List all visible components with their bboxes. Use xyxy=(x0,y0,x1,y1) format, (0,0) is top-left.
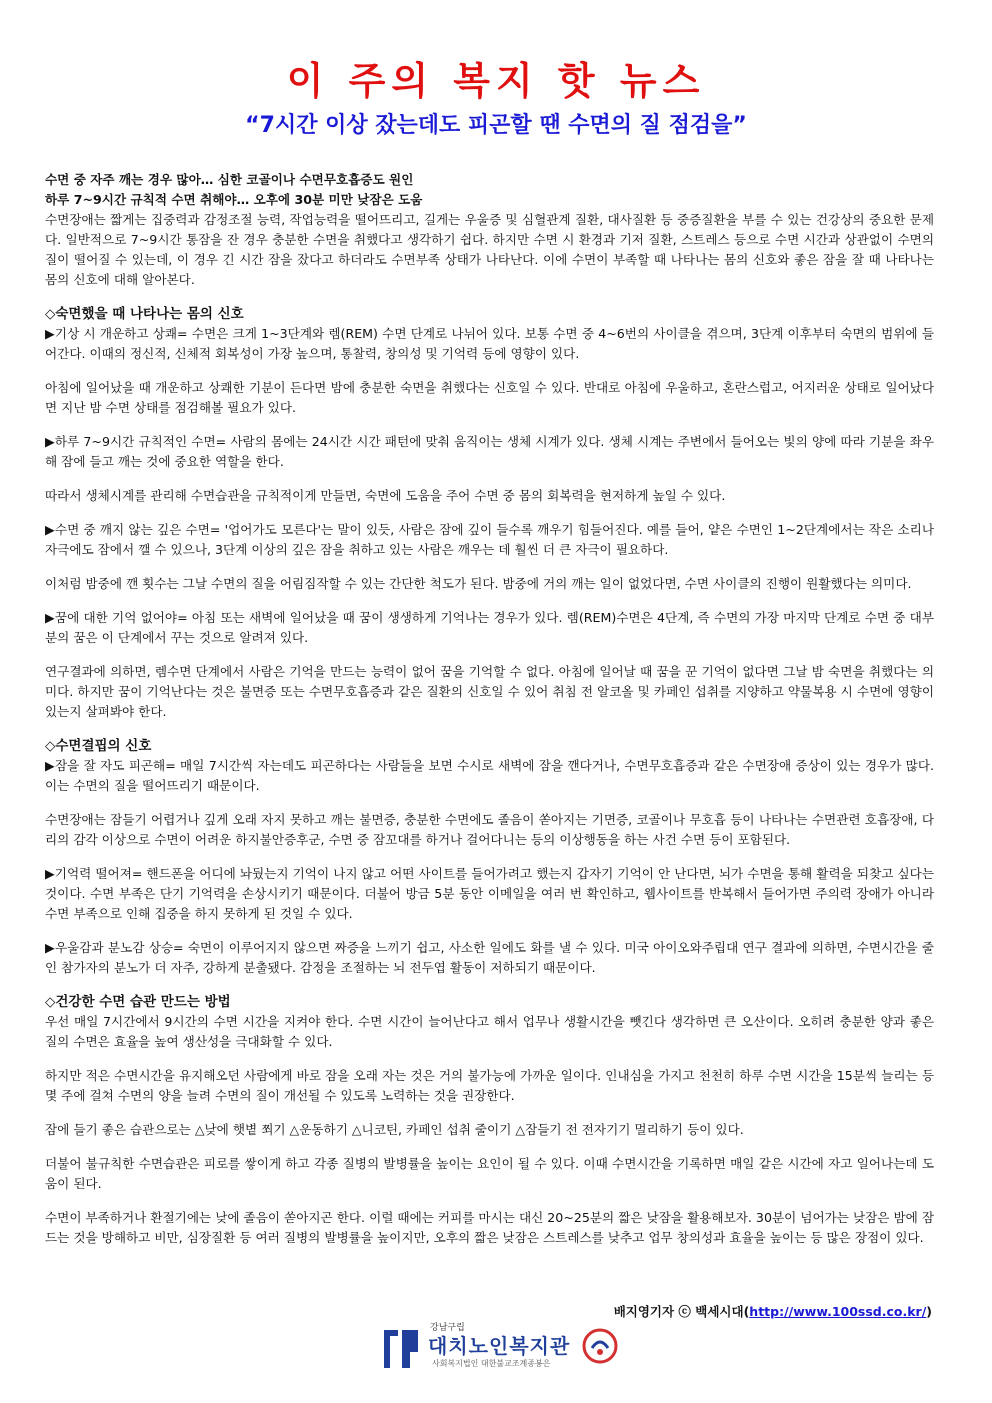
section-title-good-sleep: ◇숙면했을 때 나타나는 몸의 신호 xyxy=(45,306,244,322)
lead-line-2: 하루 7~9시간 규칙적 수면 취해야… 오후에 30분 미만 낮잠은 도움 xyxy=(45,192,423,207)
paragraph: 수면장애는 잠들기 어렵거나 깊게 오래 자지 못하고 깨는 불면증, 충분한 수면에도 졸음이 쏟아지는 기면증, 코골이나 무호흡 등이 나타나는 수면관련 호흡장애, 다리의 감각 이상으로 수면이 어려운 하지불안증후군, 수면 중 잠꼬대를 하거나 걸어다니는 등의 이상행동을 하는 사건 수면 등이 포함된다. xyxy=(45,812,934,847)
emblem-icon xyxy=(580,1326,620,1366)
lead-line-1: 수면 중 자주 깨는 경우 많아… 심한 코골이나 수면무호흡증도 원인 xyxy=(45,172,414,187)
credit-close: ) xyxy=(926,1304,932,1319)
section-title-healthy-habits: ◇건강한 수면 습관 만드는 방법 xyxy=(45,994,231,1010)
page-title: 이 주의 복지 핫 뉴스 xyxy=(286,59,706,103)
paragraph: 우선 매일 7시간에서 9시간의 수면 시간을 지켜야 한다. 수면 시간이 늘어난다고 해서 업무나 생활시간을 뺏긴다 생각하면 큰 오산이다. 오히려 충분한 양과 좋은 질의 수면은 효율을 높여 생산성을 극대화할 수 있다. xyxy=(45,1014,934,1049)
section-title-sleep-deficit: ◇수면결핍의 신호 xyxy=(45,738,152,754)
paragraph: ▶꿈에 대한 기억 없어야= 아침 또는 새벽에 일어났을 때 꿈이 생생하게 기억나는 경우가 있다. 렘(REM)수면은 4단계, 즉 수면의 가장 마지막 단계로 수면 중 대부분의 꿈은 이 단계에서 꾸는 것으로 알려져 있다. xyxy=(45,610,934,645)
page-subtitle: “7시간 이상 잤는데도 피곤할 땐 수면의 질 점검을” xyxy=(245,113,747,138)
paragraph: 연구결과에 의하면, 렘수면 단계에서 사람은 기억을 만드는 능력이 없어 꿈을 기억할 수 없다. 아침에 일어날 때 꿈을 꾼 기억이 없다면 그날 밤 숙면을 취했다는 의미다. 하지만 꿈이 기억난다는 것은 불면증 또는 수면무호흡증과 같은 질환의 신호일 수 있어 취침 전 알코올 및 카페인 섭취를 지양하고 약물복용 시 수면에 영향이 있는지 살펴봐야 한다. xyxy=(45,664,934,719)
article-body xyxy=(45,170,934,1262)
organization-logo xyxy=(380,1320,620,1376)
paragraph: 하지만 적은 수면시간을 유지해오던 사람에게 바로 잠을 오래 자는 것은 거의 불가능에 가까운 일이다. 인내심을 가지고 천천히 하루 수면 시간을 15분씩 늘리는 등 몇 주에 걸쳐 수면의 양을 늘려 수면의 질이 개선될 수 있도록 노력하는 것을 권장한다. xyxy=(45,1068,934,1103)
logo-mark-icon xyxy=(380,1324,422,1372)
author-name: 배지영기자 ⓒ 백세시대( xyxy=(613,1304,750,1319)
source-link[interactable]: http://www.100ssd.co.kr/ xyxy=(749,1304,927,1319)
logo-district: 강남구립 xyxy=(430,1323,465,1333)
paragraph: ▶기억력 떨어져= 핸드폰을 어디에 놔뒀는지 기억이 나지 않고 어떤 사이트를 들어가려고 했는지 갑자기 기억이 안 난다면, 뇌가 수면을 통해 활력을 되찾고 싶다는 것이다. 수면 부족은 단기 기억력을 손상시키기 때문이다. 더불어 방금 5분 동안 이메일을 여러 번 확인하고, 웹사이트를 반복해서 들어가면 주의력 장애가 아니라 수면 부족으로 인해 집중을 하지 못하게 된 것일 수 있다. xyxy=(45,866,934,921)
paragraph: ▶수면 중 깨지 않는 깊은 수면= '업어가도 모른다'는 말이 있듯, 사람은 잠에 깊이 들수록 깨우기 힘들어진다. 예를 들어, 얕은 수면인 1~2단계에서는 작은 소리나 자극에도 잠에서 깰 수 있으나, 3단계 이상의 깊은 잠을 취하고 있는 사람은 깨우는 데 훨씬 더 큰 자극이 필요하다. xyxy=(45,522,934,557)
paragraph: 더불어 불규칙한 수면습관은 피로를 쌓이게 하고 각종 질병의 발병률을 높이는 요인이 될 수 있다. 이때 수면시간을 기록하면 매일 같은 시간에 자고 일어나는데 도움이 된다. xyxy=(45,1156,934,1191)
author-credit xyxy=(614,1302,932,1320)
paragraph: ▶우울감과 분노감 상승= 숙면이 이루어지지 않으면 짜증을 느끼기 쉽고, 사소한 일에도 화를 낼 수 있다. 미국 아이오와주립대 연구 결과에 의하면, 수면시간을 줄인 참가자의 분노가 더 자주, 강하게 분출됐다. 감정을 조절하는 뇌 전두엽 활동이 저하되기 때문이다. xyxy=(45,940,934,975)
paragraph: ▶기상 시 개운하고 상쾌= 수면은 크게 1~3단계와 렘(REM) 수면 단계로 나뉘어 있다. 보통 수면 중 4~6번의 사이클을 겪으며, 3단계 이후부터 숙면의 범위에 들어간다. 이때의 정신적, 신체적 회복성이 가장 높으며, 통찰력, 창의성 및 기억력 등에 영향이 있다. xyxy=(45,326,934,361)
intro-paragraph: 수면장애는 짧게는 집중력과 감정조절 능력, 작업능력을 떨어뜨리고, 길게는 우울증 및 심혈관계 질환, 대사질환 등 중증질환을 부를 수 있는 건강상의 중요한 문제다. 일반적으로 7~9시간 통잠을 잔 경우 충분한 수면을 취했다고 생각하기 쉽다. 하지만 수면 시 환경과 기저 질환, 스트레스 등으로 수면 시간과 상관없이 수면의 질이 떨어질 수 있는데, 이 경우 긴 시간 잠을 잤다고 하더라도 수면부족 상태가 나타난다. 이에 수면이 부족할 때 나타나는 몸의 신호와 좋은 잠을 잘 때 나타나는 몸의 신호에 대해 알아본다. xyxy=(45,212,934,287)
paragraph: ▶잠을 잘 자도 피곤해= 매일 7시간씩 자는데도 피곤하다는 사람들을 보면 수시로 새벽에 잠을 깬다거나, 수면무호흡증과 같은 수면장애 증상이 있는 경우가 많다. 이는 수면의 질을 떨어뜨리기 때문이다. xyxy=(45,758,934,793)
paragraph: 잠에 들기 좋은 습관으로는 △낮에 햇볕 쬐기 △운동하기 △니코틴, 카페인 섭취 줄이기 △잠들기 전 전자기기 멀리하기 등이 있다. xyxy=(45,1122,744,1137)
paragraph: ▶하루 7~9시간 규칙적인 수면= 사람의 몸에는 24시간 시간 패턴에 맞춰 움직이는 생체 시계가 있다. 생체 시계는 주변에서 들어오는 빛의 양에 따라 기분을 좌우해 잠에 들고 깨는 것에 중요한 역할을 한다. xyxy=(45,434,934,469)
paragraph: 따라서 생체시계를 관리해 수면습관을 규칙적이게 만들면, 숙면에 도움을 주어 수면 중 몸의 회복력을 현저하게 높일 수 있다. xyxy=(45,488,726,503)
paragraph: 수면이 부족하거나 환절기에는 낮에 졸음이 쏟아지곤 한다. 이럴 때에는 커피를 마시는 대신 20~25분의 짧은 낮잠을 활용해보자. 30분이 넘어가는 낮잠은 밤에 잠드는 것을 방해하고 비만, 심장질환 등 여러 질병의 발병률을 높이지만, 오후의 짧은 낮잠은 스트레스를 낮추고 업무 창의성과 효율을 높이는 등 많은 장점이 있다. xyxy=(45,1210,934,1245)
logo-name: 대치노인복지관 xyxy=(428,1334,571,1358)
logo-subtitle: 사회복지법인 대한불교조계종봉은 xyxy=(432,1359,551,1368)
paragraph: 아침에 일어났을 때 개운하고 상쾌한 기분이 든다면 밤에 충분한 숙면을 취했다는 신호일 수 있다. 반대로 아침에 우울하고, 혼란스럽고, 어지러운 상태로 일어났다면 지난 밤 수면 상태를 점검해볼 필요가 있다. xyxy=(45,380,934,415)
paragraph: 이처럼 밤중에 깬 횟수는 그날 수면의 질을 어림짐작할 수 있는 간단한 척도가 된다. 밤중에 거의 깨는 일이 없었다면, 수면 사이클의 진행이 원활했다는 의미다. xyxy=(45,576,912,591)
